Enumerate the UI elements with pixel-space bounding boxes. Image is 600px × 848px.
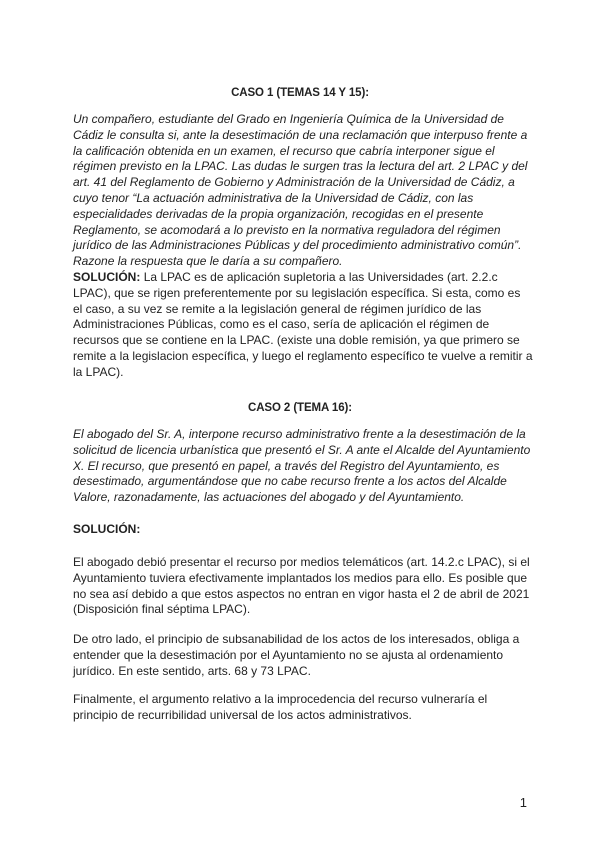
caso2-statement: El abogado del Sr. A, interpone recurso administrativo frente a la desestimación de la solicitud de licencia urbanística que presentó el Sr. A ante el Alcalde del Ayuntamiento X. El recurso, que presentó en papel, a través del Registro del Ayuntamiento, es desestimado, argumentándose que no cabe recurso frente a los actos del Alcalde Valore, razonadamente, las actuaciones del abogado y del Ayuntamiento.	[73, 427, 531, 505]
page-number: 1	[519, 795, 527, 810]
caso2-paragraph-3: Finalmente, el argumento relativo a la improcedencia del recurso vulneraría el principio de recurribilidad universal de los actos administrativos.	[73, 692, 488, 722]
caso1-statement: Un compañero, estudiante del Grado en Ingeniería Química de la Universidad de Cádiz le consulta si, ante la desestimación de una reclamación que interpuso frente a la calificación obtenida en un examen, el recurso que cabría interponer sigue el régimen previsto en la LPAC. Las dudas le surgen tras la lectura del art. 2 LPAC y del art. 41 del Reglamento de Gobierno y Administración de la Universidad de Cádiz, a cuyo tenor “La actuación administrativa de la Universidad de Cádiz, con las especialidades derivadas de la propia organización, recogidas en el presente Reglamento, se acomodará a lo previsto en la normativa reguladora del régimen jurídico de las Administraciones Públicas y del procedimiento administrativo común”. Razone la respuesta que le daría a su compañero.	[73, 112, 528, 269]
caso2-solution-label: SOLUCIÓN:	[73, 522, 141, 536]
caso1-heading: CASO 1 (TEMAS 14 Y 15):	[231, 87, 369, 99]
caso2-heading: CASO 2 (TEMA 16):	[248, 402, 352, 414]
caso2-paragraph-2: De otro lado, el principio de subsanabilidad de los actos de los interesados, obliga a entender que la desestimación por el Ayuntamiento no se ajusta al ordenamiento jurídico. En este sentido, arts. 68 y 73 LPAC.	[73, 632, 520, 678]
caso1-solution-label: SOLUCIÓN:	[73, 270, 141, 284]
caso2-paragraph-1: El abogado debió presentar el recurso por medios telemáticos (art. 14.2.c LPAC), si el Ayuntamiento tuviera efectivamente implantados los medios para ello. Es posible que no sea así debido a que estos aspectos no entran en vigor hasta el 2 de abril de 2021 (Disposición final séptima LPAC).	[73, 555, 530, 617]
caso1-solution-text: La LPAC es de aplicación supletoria a las Universidades (art. 2.2.c LPAC), que se rigen preferentemente por su legislación específica. Si esta, como es el caso, a su vez se remite a la legislación general de régimen jurídico de las Administraciones Públicas, como es el caso, sería de aplicación el régimen de recursos que se contiene en la LPAC. (existe una doble remisión, ya que primero se remite a la legislacion específica, y luego el reglamento específico te vuelve a remitir a la LPAC).	[73, 270, 533, 379]
caso1-solution	[73, 270, 533, 381]
